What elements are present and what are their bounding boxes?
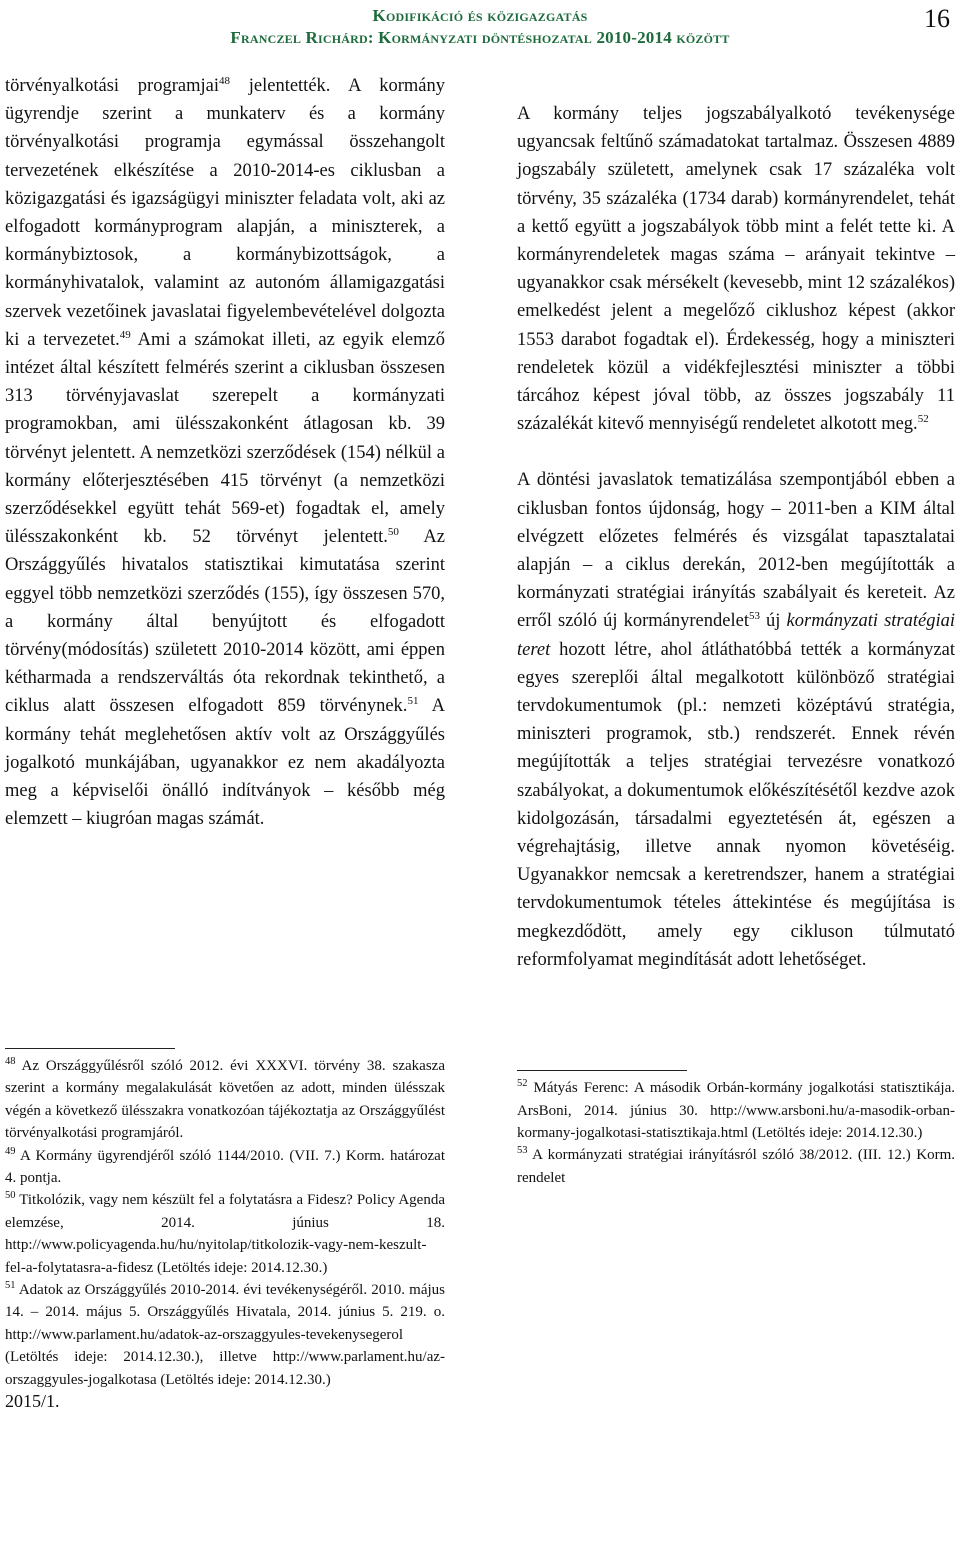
footnote-number: 50 <box>5 1190 16 1202</box>
text-run: A kormány tehát meglehetősen aktív volt az Országgyűlés jogalkotó munkájában, ugyanakkor ez nem akadályozta meg a képviselői önálló indítványok – később még elemzett – kiugróan magas számát. <box>5 696 445 830</box>
footnote-52 <box>517 1077 955 1144</box>
footnote-50 <box>5 1189 445 1279</box>
footnote-48 <box>5 1055 445 1145</box>
footnote-number: 49 <box>5 1145 16 1157</box>
running-header <box>0 4 960 48</box>
right-body-text <box>517 100 955 974</box>
right-footnotes <box>517 1077 955 1189</box>
footnote-53 <box>517 1144 955 1189</box>
footnote-ref-49[interactable]: 49 <box>119 328 131 341</box>
footnote-number: 52 <box>517 1078 528 1090</box>
text-run: A döntési javaslatok tematizálása szempontjából ebben a ciklusban fontos újdonság, hogy – 2011-ben a KIM által elvégzett előzetes felmérés és vizsgálat tapasztalatai alapján – a ciklus derekán, 2012-ben megújították a kormányzati stratégiai irányítás szabályait és kereteit. Az erről szóló új kormányrendelet <box>517 470 955 632</box>
page-number: 16 <box>924 4 950 33</box>
right-paragraph-1 <box>517 100 955 438</box>
footnote-text: A kormányzati stratégiai irányításról szóló 38/2012. (III. 12.) Korm. rendelet <box>517 1147 955 1186</box>
footnote-ref-53[interactable]: 53 <box>748 610 760 623</box>
left-paragraph <box>5 72 445 833</box>
footnote-text: Az Országgyűlésről szóló 2012. évi XXXVI. törvény 38. szakasza szerint a kormány megalakulását követően az adott, minden ülésszak végén a következő ülésszakra vonatkozóan tájékoztatja az Országgyűlést törvényalkotási programjáról. <box>5 1058 445 1142</box>
footnote-text: Adatok az Országgyűlés 2010-2014. évi tevékenységéről. 2010. május 14. – 2014. május 5. Országgyűlés Hivatala, 2014. június 5. 219. o. http://www.parlament.hu/adatok-az-orszaggyules-tevekenysegerol (Letöltés ideje: 2014.12.30.), illetve http://www.parlament.hu/az-orszaggyules-jogalkotasa (Letöltés ideje: 2014.12.30.) <box>5 1282 445 1388</box>
footnote-divider <box>517 1070 687 1071</box>
footnote-divider <box>5 1048 175 1049</box>
left-body-text <box>5 72 445 1010</box>
footnote-ref-50[interactable]: 50 <box>387 526 399 539</box>
footnote-text: Mátyás Ferenc: A második Orbán-kormány jogalkotási statisztikája. ArsBoni, 2014. június 30. http://www.arsboni.hu/a-masodik-orban-kormany-jogalkotasi-statisztikaja.html (Letöltés ideje: 2014.12.30.) <box>517 1080 955 1141</box>
footnote-ref-51[interactable]: 51 <box>407 695 419 708</box>
text-run: új <box>759 611 787 632</box>
text-run: A kormány teljes jogszabályalkotó tevékenysége ugyancsak feltűnő számadatokat tartalmaz. Összesen 4889 jogszabály született, amelynek csak 17 százaléka volt törvény, 35 százaléka (1734 darab) kormányrendelet, tehát a kettő együtt a jogszabályok több mint a felét tette ki. A kormányrendeletek magas száma – arányait tekintve – ugyanakkor csak mérsékelt (kevesebb, mint 12 százalékos) emelkedést jelent a megelőző ciklushoz képest (akkor 1553 darabot fogadtak el). Érdekesség, hogy a miniszteri rendeletek közül a vidékfejlesztési miniszter a többi tárcához képest jóval több, az összes jogszabály 11 százalékát kitevő mennyiségű rendeletet alkotott meg. <box>517 104 955 435</box>
journal-title: Kodifikáció és közigazgatás <box>372 6 588 25</box>
footnote-number: 53 <box>517 1145 528 1157</box>
text-run: törvényalkotási programjai <box>5 76 219 96</box>
footnote-text: Titkolózik, vagy nem készült fel a folytatásra a Fidesz? Policy Agenda elemzése, 2014. június 18. http://www.policyagenda.hu/hu/nyitolap/titkolozik-vagy-nem-keszult-fel-a-folytatasra-a-fidesz (Letöltés ideje: 2014.12.30.) <box>5 1192 445 1276</box>
footnote-text: A Kormány ügyrendjéről szóló 1144/2010. (VII. 7.) Korm. határozat 4. pontja. <box>5 1147 445 1187</box>
text-run: hozott létre, ahol átláthatóbbá tették a kormányzat egyes szereplői által megalkotott különböző stratégiai tervdokumentumok (pl.: nemzeti középtávú stratégia, miniszteri programok, stb.) rendszerét. Ennek révén megújították a teljes stratégiai tervezésre vonatkozó szabályokat, a dokumentumok előkészítésétől kezdve azok kidolgozásán, társadalmi egyeztetésén át, egészen a végrehajtásig, illetve annak nyomon követéséig. Ugyanakkor nemcsak a keretrendszer, hanem a stratégiai tervdokumentumok tételes áttekintése és megújítása is megkezdődött, amely egy cikluson túlmutató reformfolyamat megindítását adott lehetőséget. <box>517 639 955 970</box>
left-footnotes <box>5 1055 445 1391</box>
text-run: Az Országgyűlés hivatalos statisztikai kimutatása szerint eggyel több nemzetközi szerződés (155), így összesen 570, a kormány által benyújtott és elfogadott törvény(módosítás) született 2010-2014 között, ami éppen kétharmada a rendszerváltás óta rekordnak tekinthető, a ciklus alatt összesen elfogadott 859 törvénynek. <box>5 527 445 717</box>
footnote-ref-48[interactable]: 48 <box>218 74 230 87</box>
text-run: Ami a számokat illeti, az egyik elemző intézet által készített felmérés szerint a ciklusban összesen 313 törvényjavaslat szerepelt a kormányzati programokban, ami ülésszakonként átlagosan kb. 39 törvényt jelentett. A nemzetközi szerződések (154) nélkül a kormány előterjesztésében 415 törvényt (a nemzetközi szerződésekkel együtt tehát 569-et) fogadtak el, amely ülésszakonként kb. 52 törvényt jelentett. <box>5 329 445 548</box>
text-run: jelentették. A kormány ügyrendje szerint a munkaterv és a kormány törvényalkotási programja egymással összehangolt tervezetének elkészítése a 2010-2014-es ciklusban a közigazgatási és igazságügyi miniszter feladata volt, aki az elfogadott kormányprogram alapján, a miniszterek, a kormánybiztosok, a kormánybizottságok, a kormányhivatalok, valamint az autonóm államigazgatási szervek vezetőinek javaslatai figyelembevételével dolgozta ki a tervezetet. <box>5 76 446 350</box>
right-paragraph-2 <box>517 466 955 974</box>
footnote-51 <box>5 1279 445 1391</box>
footnote-49 <box>5 1145 445 1190</box>
italic-term: kormányzati stratégiai teret <box>517 611 955 660</box>
issue-label: 2015/1. <box>5 1391 60 1412</box>
left-column <box>5 72 445 1412</box>
footnote-ref-52[interactable]: 52 <box>917 413 929 426</box>
footnote-number: 51 <box>5 1280 16 1292</box>
right-column <box>517 100 955 1189</box>
article-title: Franczel Richárd: Kormányzati döntéshozatal 2010-2014 között <box>230 28 730 47</box>
footnote-number: 48 <box>5 1056 16 1067</box>
